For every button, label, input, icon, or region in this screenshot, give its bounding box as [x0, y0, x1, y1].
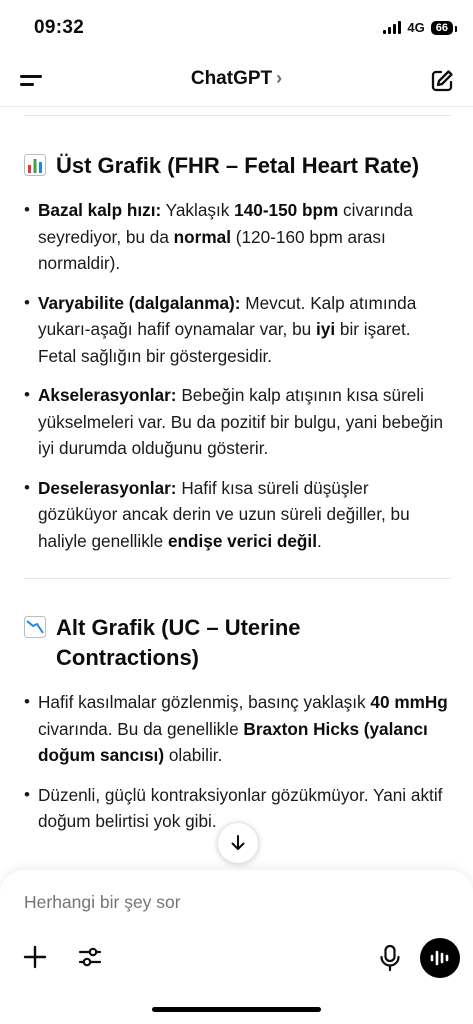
plus-icon[interactable] — [22, 944, 48, 975]
home-indicator — [152, 1007, 321, 1012]
tools-sliders-icon[interactable] — [77, 944, 103, 975]
waveform-icon — [429, 949, 451, 967]
list-item: • Varyabilite (dalgalanma): Mevcut. Kalp atımında yukarı-aşağı hafif oynamalar var, bu iyi bir işaret. Fetal sağlığın bir göstergesidir. — [24, 290, 449, 370]
section-title: Üst Grafik (FHR – Fetal Heart Rate) — [56, 153, 420, 178]
list-item: • Hafif kasılmalar gözlenmiş, basınç yaklaşık 40 mmHg civarında. Bu da genellikle Braxton Hicks (yalancı doğum sancısı) olabilir. — [24, 689, 449, 769]
chevron-right-icon: › — [276, 68, 283, 88]
app-header — [0, 56, 473, 107]
uc-list — [0, 689, 473, 835]
status-time: 09:32 — [34, 17, 85, 38]
scroll-to-bottom-button[interactable] — [217, 822, 259, 864]
fhr-list — [0, 197, 473, 554]
list-item: • Düzenli, güçlü kontraksiyonlar gözükmüyor. Yani aktif doğum belirtisi yok gibi. — [24, 782, 449, 835]
divider — [24, 115, 451, 116]
list-item: • Deselerasyonlar: Hafif kısa süreli düşüşler gözüküyor ancak derin ve uzun süreli değiller, bu haliyle genellikle endişe verici değil. — [24, 475, 449, 555]
section-heading-fhr — [24, 151, 449, 181]
chat-content[interactable] — [0, 106, 473, 866]
status-indicators — [383, 20, 453, 35]
battery-icon: 66 — [431, 21, 453, 35]
arrow-down-icon — [229, 834, 247, 852]
bar-chart-icon — [24, 154, 46, 176]
status-bar — [0, 0, 473, 56]
list-item: • Bazal kalp hızı: Yaklaşık 140-150 bpm civarında seyrediyor, bu da normal (120-160 bpm arası normaldir). — [24, 197, 449, 277]
message-input[interactable] — [24, 892, 444, 913]
section-heading-uc — [24, 613, 449, 673]
list-item: • Akselerasyonlar: Bebeğin kalp atışının kısa süreli yükselmeleri var. Bu da pozitif bir bulgu, yani bebeğin iyi durumda olduğunu gösterir. — [24, 382, 449, 462]
divider — [24, 578, 451, 579]
voice-mode-button[interactable] — [420, 938, 460, 978]
page-title: ChatGPT — [190, 68, 273, 89]
section-title: Alt Grafik (UC – Uterine Contractions) — [56, 615, 301, 670]
composer — [0, 870, 473, 1024]
chart-decreasing-icon — [24, 616, 46, 638]
network-type: 4G — [407, 20, 425, 35]
microphone-icon[interactable] — [377, 944, 403, 977]
new-chat-icon[interactable] — [429, 68, 455, 94]
signal-icon — [383, 21, 401, 34]
model-selector[interactable] — [0, 68, 473, 90]
